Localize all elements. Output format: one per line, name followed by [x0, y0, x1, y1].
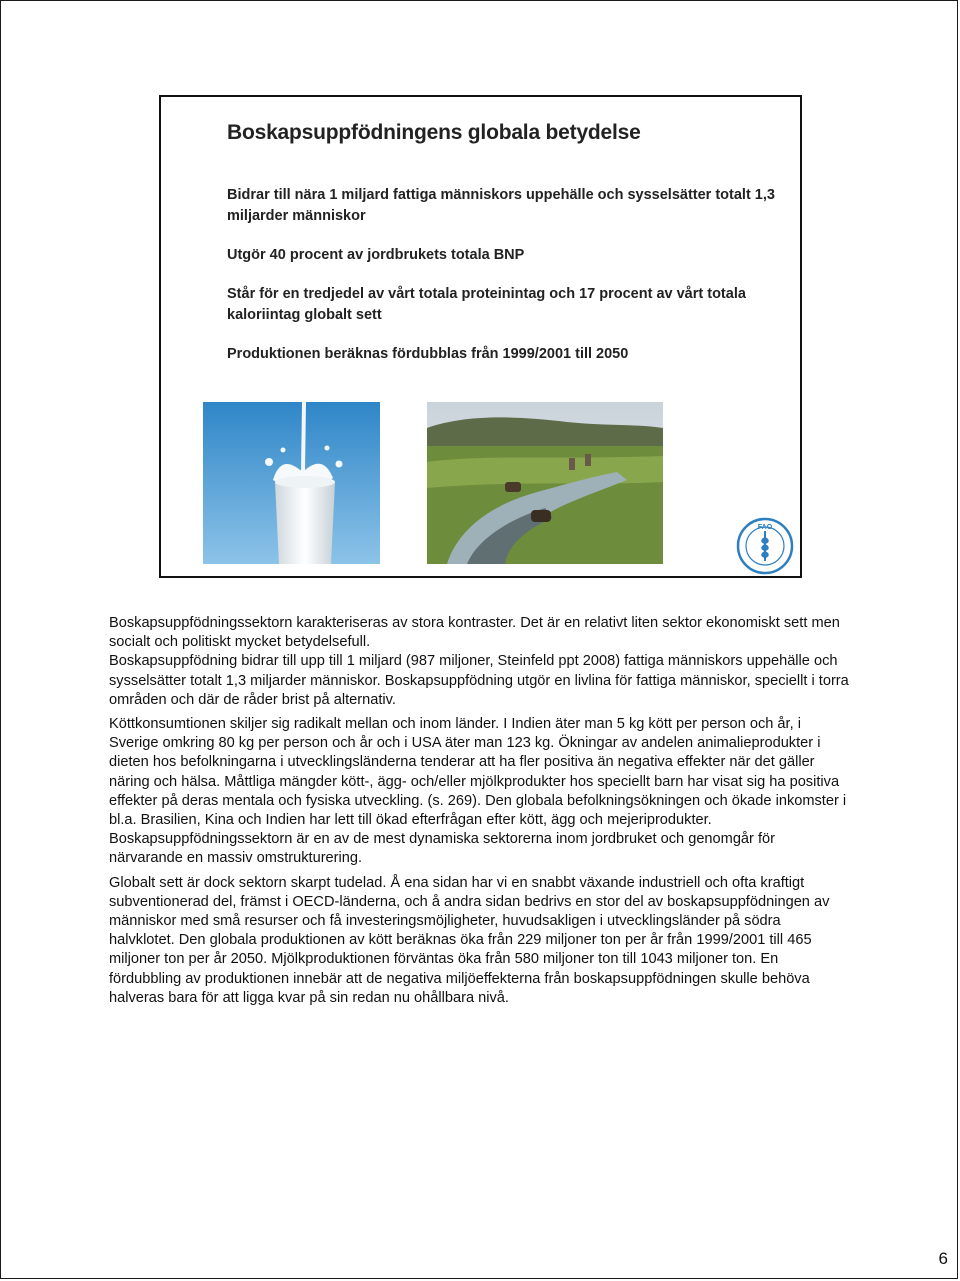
slide-bullet: Står för en tredjedel av vårt totala proteinintag och 17 procent av vårt totala kaloriintag globalt sett	[227, 286, 746, 323]
grazing-field-image	[427, 402, 663, 564]
svg-text:FAO: FAO	[757, 524, 773, 531]
notes-paragraph: Boskapsuppfödningssektorn karakteriseras av stora kontraster. Det är en relativt liten sektor ekonomiskt sett men socialt och politiskt mycket betydelsefull.	[109, 615, 840, 651]
speaker-notes	[109, 614, 849, 1013]
slide-bullet: Bidrar till nära 1 miljard fattiga människors uppehälle och sysselsätter totalt 1,3 miljarder människor	[227, 187, 775, 224]
slide-title: Boskapsuppfödningens globala betydelse	[227, 121, 641, 144]
slide	[159, 95, 802, 578]
notes-paragraph: Globalt sett är dock sektorn skarpt tudelad. Å ena sidan har vi en snabbt växande industriell och ofta kraftigt subventionerad del, främst i OECD-länderna, och å andra sidan bedrivs en stor del av boskapsuppfödningen av människor med små resurser och få investeringsmöjligheter, huvudsakligen i utvecklingsländer på södra halvklotet. Den globala produktionen av kött beräknas öka från 229 miljoner ton per år från 1999/2001 till 465 miljoner ton per år 2050. Mjölkproduktionen förväntas öka från 580 miljoner ton till 1043 miljoner ton. En fördubbling av produktionen innebär att de negativa miljöeffekterna från boskapsuppfödningen skulle behöva halveras bara för att ligga kvar på sin redan nu ohållbara nivå.	[109, 874, 830, 1006]
page-number: 6	[938, 1249, 948, 1268]
milk-glass-image	[203, 402, 380, 564]
fao-logo	[736, 517, 794, 575]
notes-paragraph: Boskapsuppfödning bidrar till upp till 1 miljard (987 miljoner, Steinfeld ppt 2008) fattiga människors uppehälle och sysselsätter totalt 1,3 miljarder människor. Boskapsuppfödning utgör en livlina för fattiga människor, speciellt i torra områden och där de råder brist på alternativ.	[109, 653, 849, 708]
notes-paragraph: Köttkonsumtionen skiljer sig radikalt mellan och inom länder. I Indien äter man 5 kg kött per person och år, i Sverige omkring 80 kg per person och år och i USA äter man 123 kg. Ökningar av andelen animalieprodukter i dieten hos befolkningarna i utvecklingsländerna tenderar att ha fler positiva än negativa effekter när det gäller näring och hälsa. Måttliga mängder kött-, ägg- och/eller mjölkprodukter hos speciellt barn har visat sig ha positiva effekter på deras mentala och fysiska utveckling. (s. 269). Den globala befolkningsökningen och ökade inkomster i bl.a. Brasilien, Kina och Indien har lett till ökad efterfrågan efter kött, ägg och mejeriprodukter. Boskapsuppfödningssektorn är en av de mest dynamiska sektorerna inom jordbruket och genomgår för närvarande en massiv omstrukturering.	[109, 716, 847, 867]
slide-bullet-list	[227, 185, 787, 383]
slide-bullet: Utgör 40 procent av jordbrukets totala BNP	[227, 247, 525, 263]
slide-bullet: Produktionen beräknas fördubblas från 1999/2001 till 2050	[227, 346, 629, 362]
